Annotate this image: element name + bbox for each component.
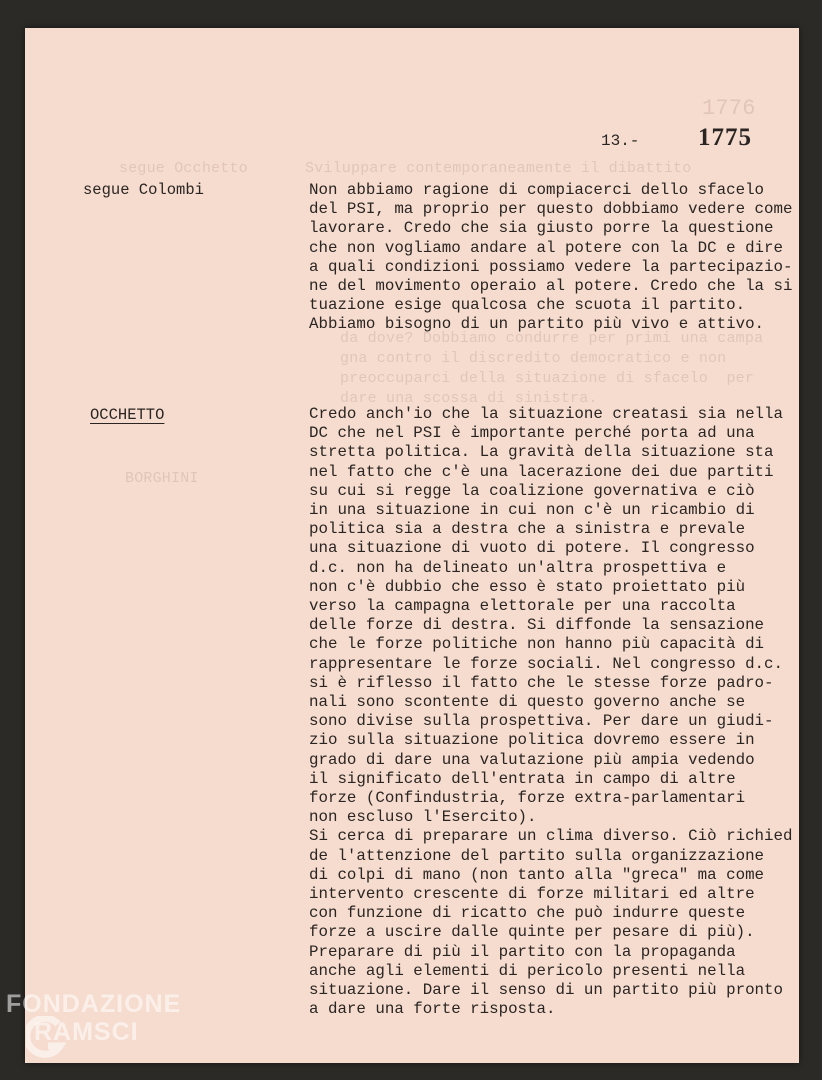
- text-line: DC che nel PSI è importante perché porta ad una: [309, 424, 755, 443]
- text-line: Abbiamo bisogno di un partito più vivo e attivo.: [309, 315, 765, 334]
- speech-text: [309, 181, 792, 335]
- text-line: d.c. non ha delineato un'altra prospettiva e: [309, 558, 727, 577]
- text-line: verso la campagna elettorale per una raccolta: [309, 597, 736, 616]
- text-line: de l'attenzione del partito sulla organizzazione: [309, 846, 765, 865]
- ghost-line: preoccuparci della situazione di sfacelo per: [340, 370, 755, 387]
- text-line: anche agli elementi di pericolo presenti nella: [309, 961, 746, 980]
- text-line: grado di dare una valutazione più ampia vedendo: [309, 750, 755, 769]
- archive-stamp-number: 1775: [698, 124, 752, 151]
- text-line: non c'è dubbio che esso è stato proiettato più: [309, 577, 746, 596]
- text-line: Credo anch'io che la situazione creatasi sia nella: [309, 405, 783, 423]
- ghost-line: Sviluppare contemporaneamente il dibattito: [305, 160, 692, 177]
- text-line: di colpi di mano (non tanto alla "greca" ma come: [309, 865, 765, 884]
- text-line: a quali condizioni possiamo vedere la partecipazio-: [309, 257, 793, 276]
- text-line: Non abbiamo ragione di compiacerci dello sfacelo: [309, 181, 765, 199]
- text-line: con funzione di ricatto che può indurre queste: [309, 904, 746, 923]
- text-line: sono divise sulla prospettiva. Per dare un giudi-: [309, 712, 774, 731]
- text-line: zio sulla situazione politica dovremo essere in: [309, 731, 755, 750]
- page-number: 13.-: [601, 132, 640, 150]
- text-line: tuazione esige qualcosa che scuota il partito.: [309, 296, 746, 315]
- text-line: il significato dell'entrata in campo di altre: [309, 769, 736, 788]
- text-line: Si cerca di preparare un clima diverso. Ciò richied: [309, 827, 793, 846]
- text-line: non escluso l'Esercito).: [309, 808, 537, 827]
- fondazione-gramsci-watermark: [6, 988, 206, 1068]
- text-line: Preparare di più il partito con la propaganda: [309, 942, 736, 961]
- text-line: a dare una forte risposta.: [309, 1000, 556, 1019]
- ghost-line: dare una scossa di sinistra.: [340, 390, 598, 407]
- text-line: forze a uscire dalle quinte per pesare di più).: [309, 923, 755, 942]
- speaker-label: segue Colombi: [83, 181, 204, 199]
- text-line: forze (Confindustria, forze extra-parlamentari: [309, 789, 746, 808]
- text-line: su cui si regge la coalizione governativa e ciò: [309, 481, 755, 500]
- text-line: che non vogliamo andare al potere con la DC e dire: [309, 238, 783, 257]
- text-line: politica sia a destra che a sinistra e prevale: [309, 520, 746, 539]
- text-line: lavorare. Credo che sia giusto porre la questione: [309, 219, 774, 238]
- text-line: delle forze di destra. Si diffonde la sensazione: [309, 616, 765, 635]
- ghost-line: gna contro il discredito democratico e non: [340, 350, 727, 367]
- watermark-line1: FONDAZIONE: [6, 990, 182, 1018]
- speech-text: [309, 405, 792, 1020]
- text-line: del PSI, ma proprio per questo dobbiamo vedere come: [309, 200, 793, 219]
- text-line: intervento crescente di forze militari ed altre: [309, 885, 755, 904]
- ghost-speaker: segue Occhetto: [119, 160, 248, 177]
- text-line: che le forze politiche non hanno più capacità di: [309, 635, 765, 654]
- watermark-line2: RAMSCI: [34, 1018, 139, 1046]
- speaker-label: OCCHETTO: [90, 406, 165, 424]
- text-line: nel fatto che c'è una lacerazione dei due partiti: [309, 462, 774, 481]
- text-line: una situazione di vuoto di potere. Il congresso: [309, 539, 755, 558]
- text-line: ne del movimento operaio al potere. Credo che la si: [309, 277, 793, 296]
- text-line: rappresentare le forze sociali. Nel congresso d.c.: [309, 654, 783, 673]
- text-line: in una situazione in cui non c'è un ricambio di: [309, 501, 755, 520]
- ghost-stamp: 1776: [702, 96, 756, 121]
- ghost-name: BORGHINI: [125, 470, 199, 487]
- text-line: stretta politica. La gravità della situazione sta: [309, 443, 774, 462]
- text-line: situazione. Dare il senso di un partito più pronto: [309, 981, 783, 1000]
- document-page: [25, 28, 799, 1063]
- text-line: nali sono scontente di questo governo anche se: [309, 693, 746, 712]
- ghost-line: da dove? Dobbiamo condurre per primi una campa: [340, 330, 764, 347]
- text-line: si è riflesso il fatto che le stesse forze padro-: [309, 673, 774, 692]
